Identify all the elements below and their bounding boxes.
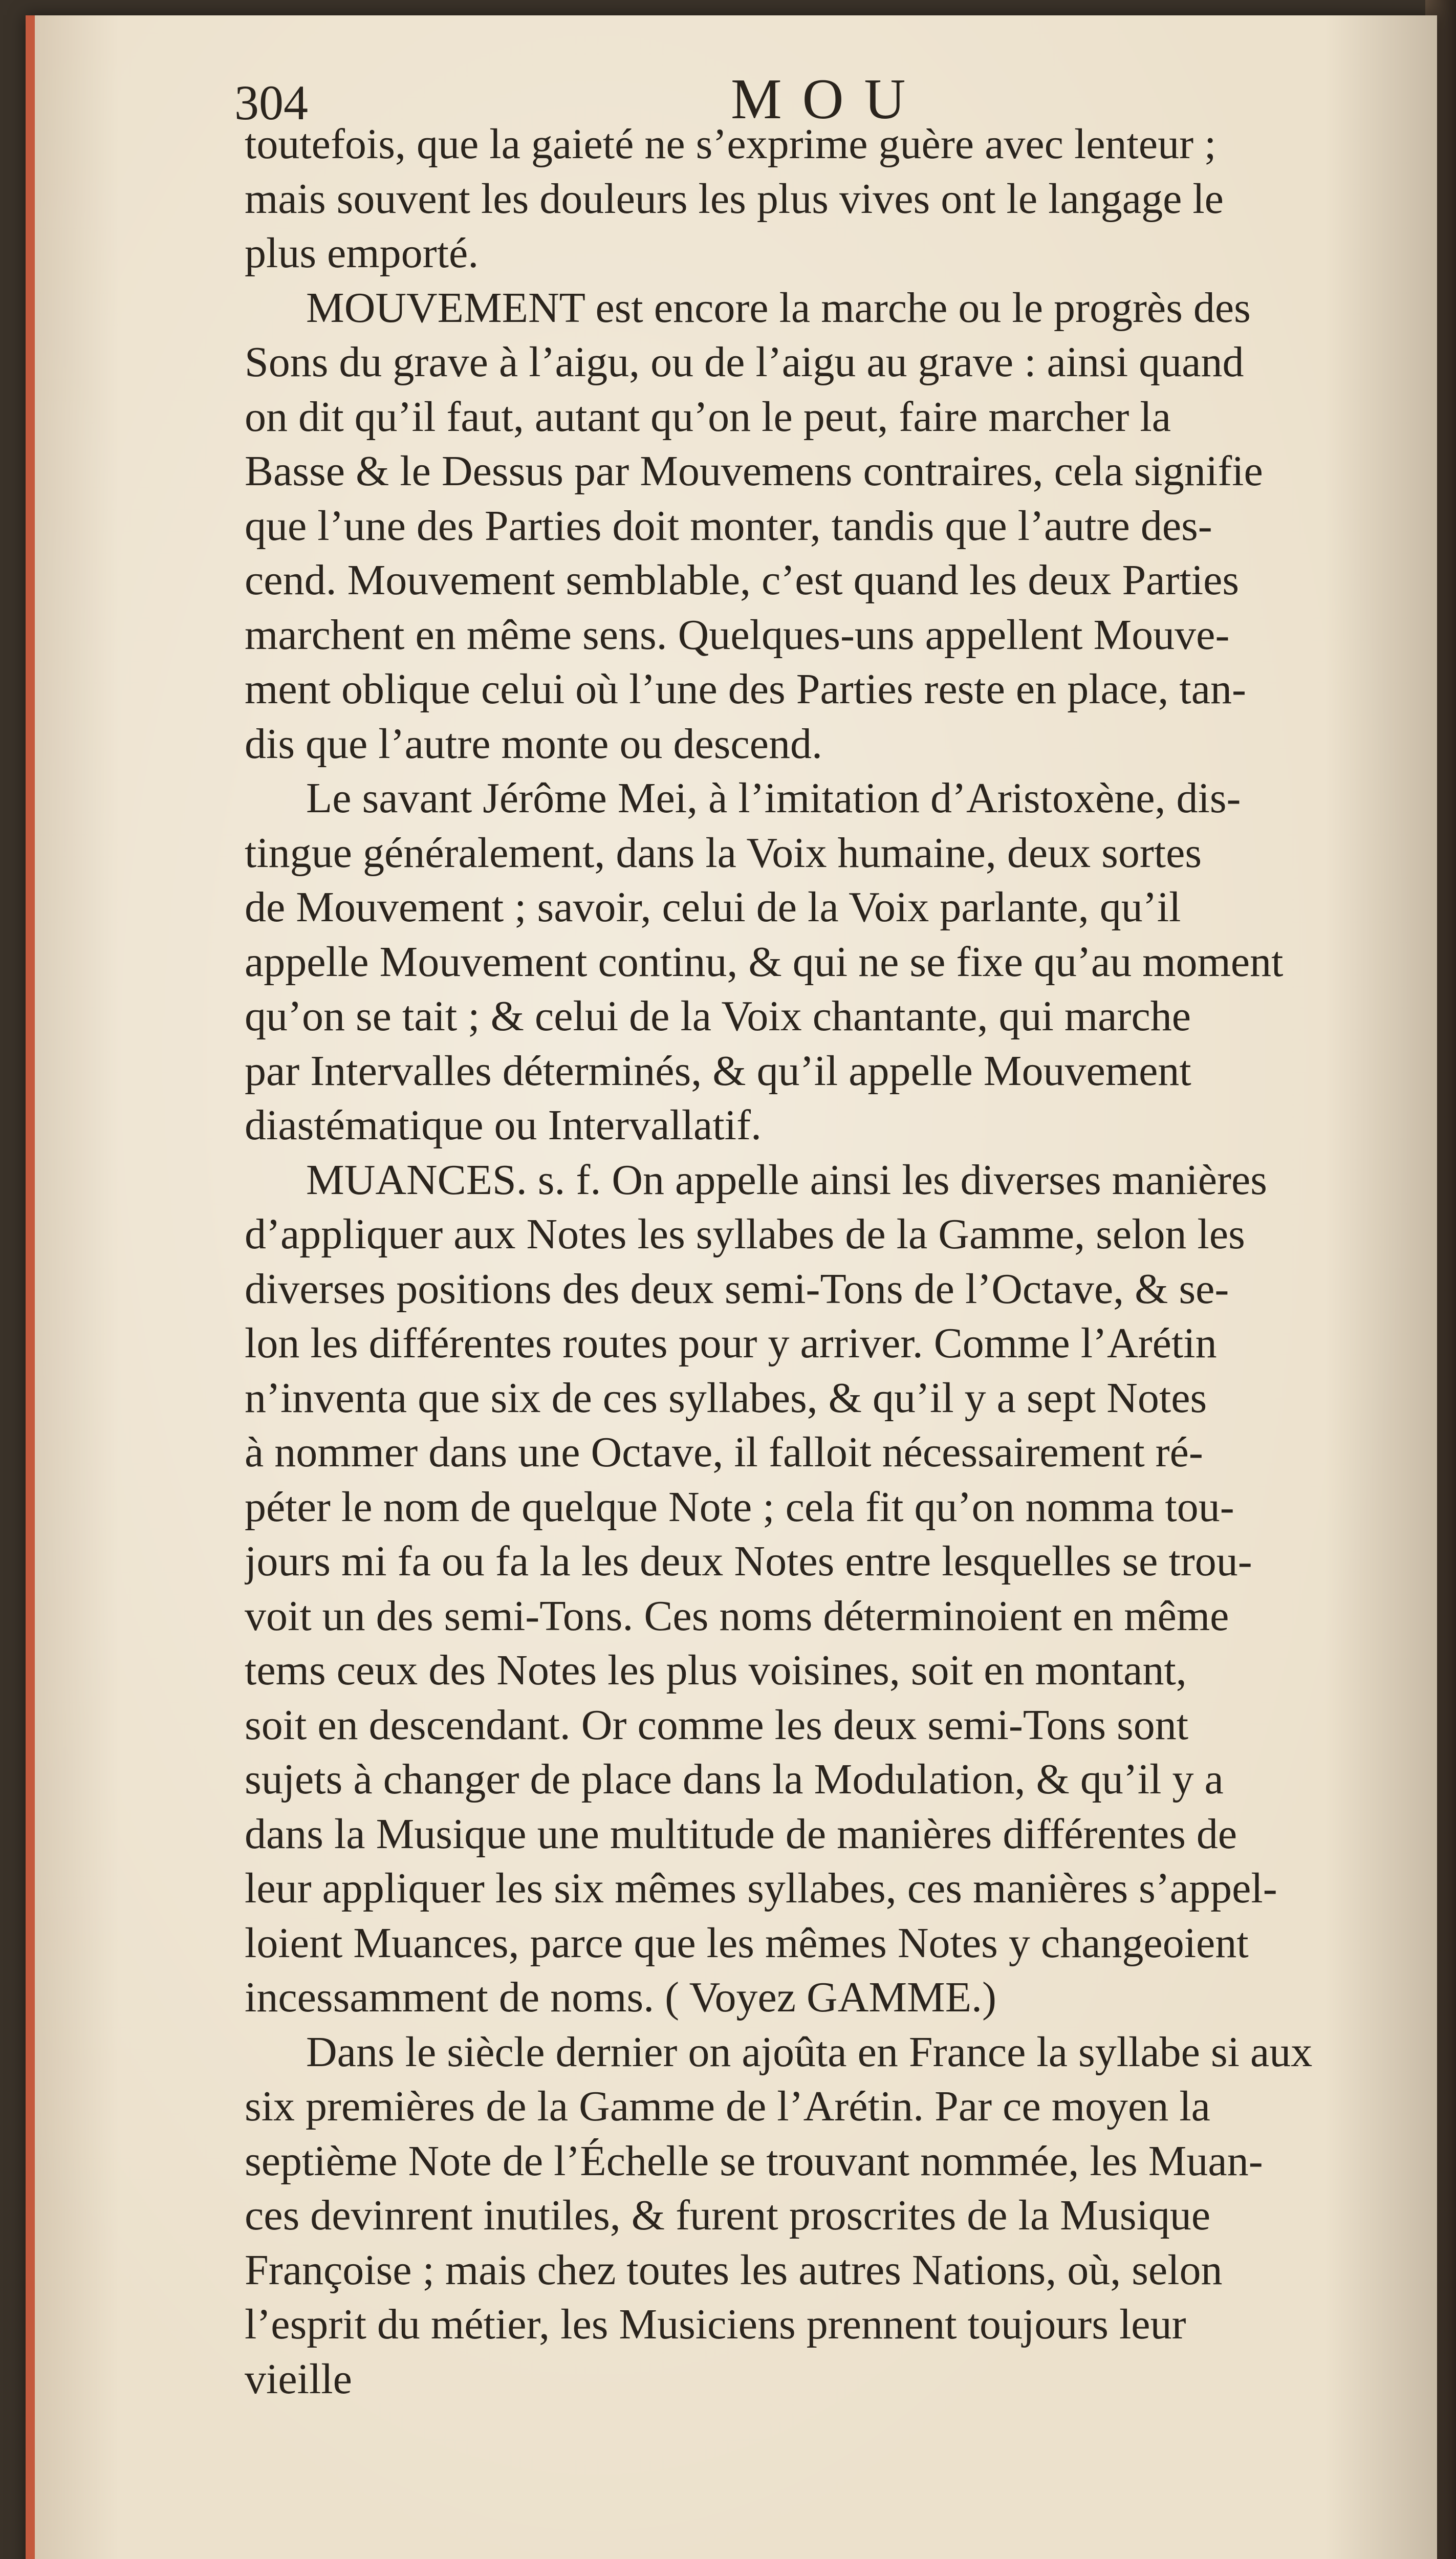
text-line: tems ceux des Notes les plus voisines, soit en montant, [245,1646,1187,1694]
text-line: appelle Mouvement continu, & qui ne se fixe qu’au moment [245,938,1284,986]
text-line: on dit qu’il faut, autant qu’on le peut, faire marcher la [245,393,1171,441]
text-line: Basse & le Dessus par Mouvemens contraires, cela signifie [245,447,1263,495]
text-line: lon les différentes routes pour y arriver. Comme l’Arétin [245,1319,1217,1367]
text-line: diastématique ou Intervallatif. [245,1101,762,1149]
text-line: que l’une des Parties doit monter, tandis que l’autre des- [245,502,1212,550]
text-line: dans la Musique une multitude de manières différentes de [245,1810,1237,1858]
text-line: ces devinrent inutiles, & furent proscrites de la Musique [245,2192,1211,2239]
text-line: leur appliquer les six mêmes syllabes, ces manières s’appel- [245,1864,1277,1912]
text-line: MUANCES. s. f. On appelle ainsi les diverses manières [306,1156,1267,1204]
text-line: Sons du grave à l’aigu, ou de l’aigu au grave : ainsi quand [245,338,1244,386]
text-line: n’inventa que six de ces syllabes, & qu’il y a sept Notes [245,1374,1207,1422]
text-line: tingue généralement, dans la Voix humaine, deux sortes [245,829,1202,877]
text-line: par Intervalles déterminés, & qu’il appelle Mouvement [245,1047,1191,1095]
text-line: MOUVEMENT est encore la marche ou le progrès des [306,284,1251,332]
text-line: à nommer dans une Octave, il falloit nécessairement ré- [245,1428,1203,1476]
text-line: mais souvent les douleurs les plus vives ont le langage le [245,175,1224,223]
text-line: sujets à changer de place dans la Modulation, & qu’il y a [245,1755,1224,1803]
text-line: dis que l’autre monte ou descend. [245,720,822,768]
text-line: incessamment de noms. ( Voyez GAMME.) [245,1974,997,2021]
text-line: d’appliquer aux Notes les syllabes de la Gamme, selon les [245,1210,1245,1258]
running-head: MOU [731,68,926,131]
text-line: diverses positions des deux semi-Tons de l’Octave, & se- [245,1265,1229,1313]
text-line: six premières de la Gamme de l’Arétin. Par ce moyen la [245,2083,1210,2130]
page-number: 304 [234,75,308,130]
text-line: ment oblique celui où l’une des Parties reste en place, tan- [245,665,1246,713]
text-line: voit un des semi-Tons. Ces noms déterminoient en même [245,1592,1229,1640]
book-page [26,15,1437,2559]
text-line: plus emporté. [245,229,479,277]
text-line: l’esprit du métier, les Musiciens prennent toujours leur [245,2301,1186,2348]
text-line: jours mi fa ou fa la les deux Notes entre lesquelles se trou- [245,1537,1252,1585]
text-line: loient Muances, parce que les mêmes Notes y changeoient [245,1919,1249,1967]
text-line: Dans le siècle dernier on ajoûta en France la syllabe si aux [306,2028,1313,2076]
text-line: Le savant Jérôme Mei, à l’imitation d’Aristoxène, dis- [306,774,1241,822]
text-line: soit en descendant. Or comme les deux semi-Tons sont [245,1701,1189,1749]
text-line: vieille [245,2355,352,2403]
text-line: qu’on se tait ; & celui de la Voix chantante, qui marche [245,992,1191,1040]
text-line: péter le nom de quelque Note ; cela fit qu’on nomma tou- [245,1483,1234,1531]
text-line: marchent en même sens. Quelques-uns appellent Mouve- [245,611,1230,659]
text-line: de Mouvement ; savoir, celui de la Voix parlante, qu’il [245,883,1181,931]
text-line: toutefois, que la gaieté ne s’exprime guère avec lenteur ; [245,120,1216,168]
text-line: Françoise ; mais chez toutes les autres Nations, où, selon [245,2246,1223,2294]
text-line: septième Note de l’Échelle se trouvant nommée, les Muan- [245,2137,1263,2185]
text-line: cend. Mouvement semblable, c’est quand les deux Parties [245,556,1240,604]
